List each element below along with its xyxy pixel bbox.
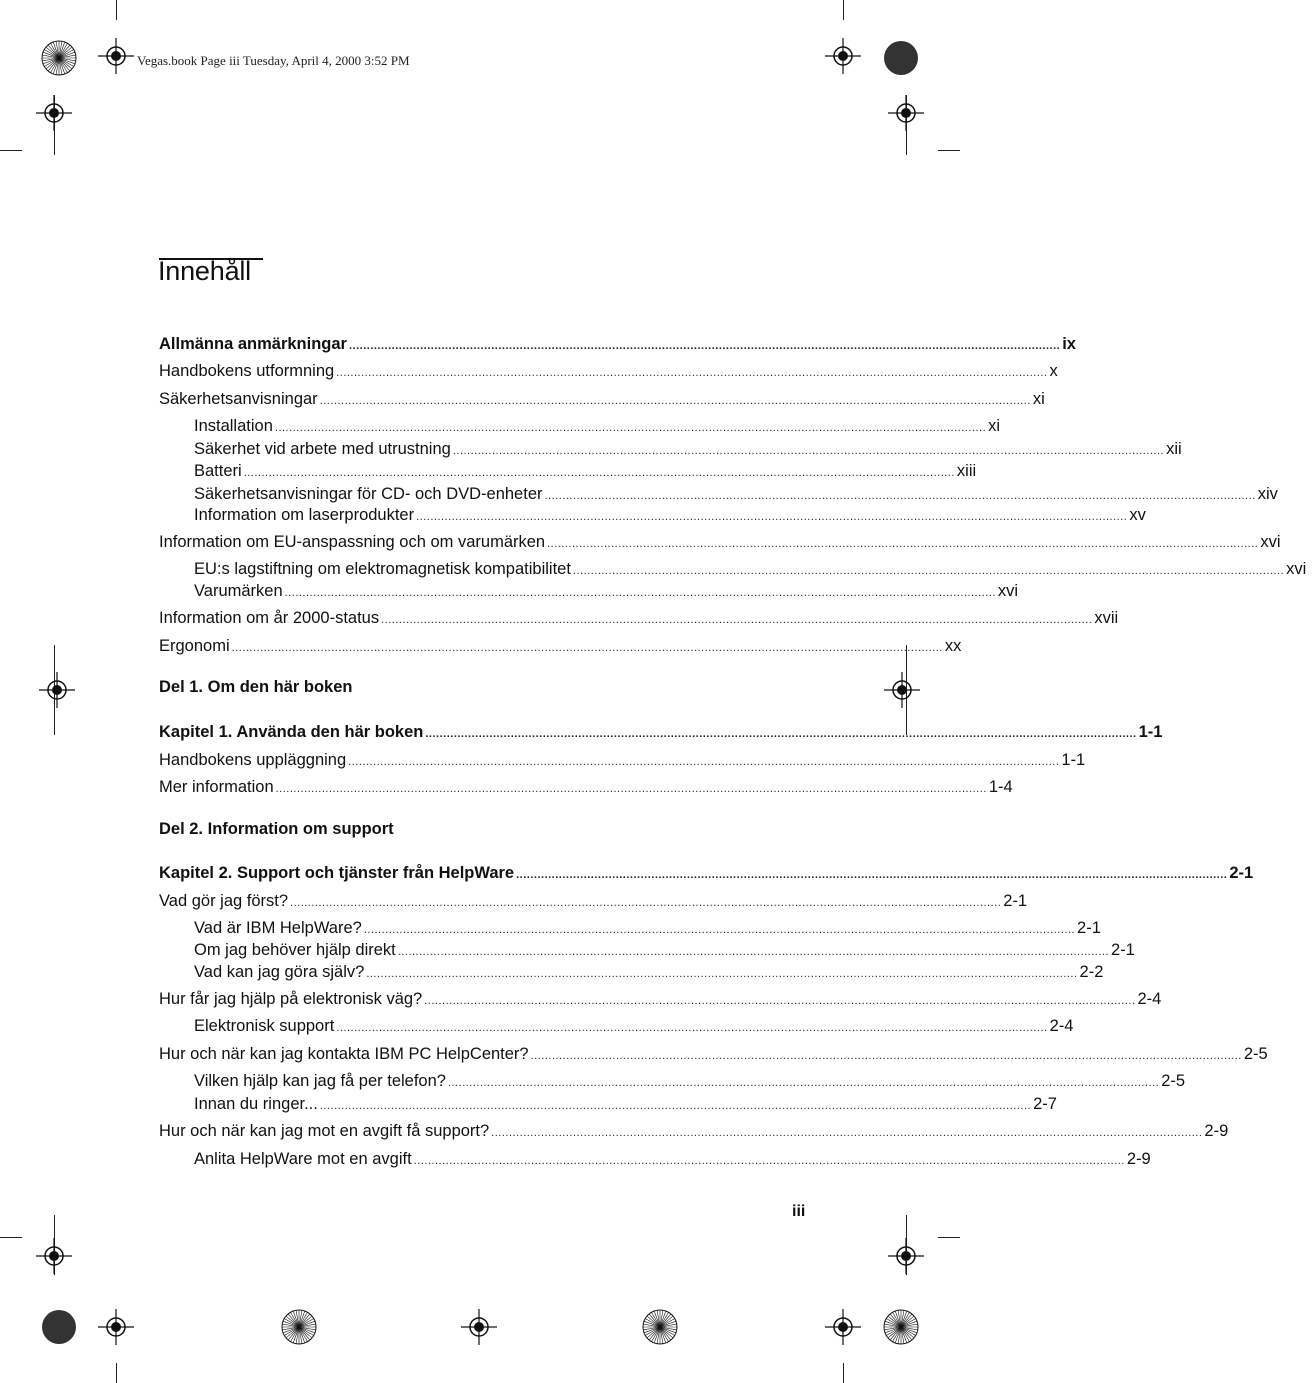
toc-entry-label: Installation	[194, 417, 273, 435]
registration-crosshair-icon	[459, 1307, 499, 1347]
toc-entry	[194, 1149, 1151, 1169]
registration-starburst-icon	[883, 1309, 919, 1345]
registration-crosshair-icon	[886, 93, 926, 133]
toc-entry-page: 2-1	[1077, 919, 1101, 937]
part-heading-1: Del 1. Om den här boken	[159, 678, 353, 696]
toc-entry-label: Ergonomi	[159, 637, 230, 655]
toc-leader-dots: ........................................................................................................................................................................................................	[491, 1127, 1203, 1139]
toc-leader-dots: ........................................................................................................................................................................................................	[544, 490, 1256, 502]
toc-leader-dots: ........................................................................................................................................................................................................	[366, 968, 1078, 980]
toc-entry-label: Elektronisk support	[194, 1017, 335, 1035]
toc-entry	[159, 777, 1013, 797]
toc-entry-label: Batteri	[194, 462, 242, 480]
toc-entry-label: Säkerhetsanvisningar	[159, 390, 318, 408]
crop-line-right-top	[938, 150, 960, 151]
toc-entry-label: Mer information	[159, 778, 274, 796]
toc-entry	[194, 1016, 1074, 1036]
toc-entry-label: Handbokens utformning	[159, 362, 335, 380]
toc-entry-page: 2-1	[1229, 864, 1254, 882]
toc-entry-page: 2-1	[1003, 892, 1028, 910]
toc-entry-page: xi	[1032, 390, 1045, 408]
toc-entry-page: 2-2	[1079, 963, 1104, 981]
toc-leader-dots: ........................................................................................................................................................................................................	[336, 367, 1048, 379]
registration-crosshair-icon	[34, 93, 74, 133]
toc-entry	[194, 439, 1182, 459]
toc-entry	[159, 361, 1058, 381]
toc-entry-page: 2-4	[1049, 1017, 1074, 1035]
toc-entry-page: 2-9	[1126, 1150, 1151, 1168]
toc-entry	[159, 608, 1119, 628]
toc-leader-dots: ........................................................................................................................................................................................................	[231, 642, 943, 654]
toc-entry-label: Information om laserprodukter	[194, 506, 415, 524]
toc-leader-dots: ........................................................................................................................................................................................................	[452, 445, 1165, 457]
toc-entry	[194, 484, 1278, 504]
toc-entry	[159, 532, 1281, 552]
toc-entry-page: xiv	[1257, 485, 1278, 503]
toc-entry-label: Information om år 2000-status	[159, 609, 380, 627]
toc-entry	[194, 581, 1019, 601]
crop-line-right-bottom	[938, 1237, 960, 1238]
toc-entry-page: 2-9	[1204, 1122, 1229, 1140]
toc-entry-label: Vad är IBM HelpWare?	[194, 919, 362, 937]
toc-leader-dots: ........................................................................................................................................................................................................	[348, 756, 1060, 768]
registration-starburst-icon	[41, 40, 77, 76]
toc-entry-label: Hur och när kan jag kontakta IBM PC HelpCenter?	[159, 1045, 529, 1063]
toc-entry	[194, 461, 977, 481]
toc-entry-label: Information om EU-anspassning och om varumärken	[159, 533, 546, 551]
toc-entry-label: Hur får jag hjälp på elektronisk väg?	[159, 990, 423, 1008]
toc-entry-label: Vilken hjälp kan jag få per telefon?	[194, 1072, 446, 1090]
print-header: Vegas.book Page iii Tuesday, April 4, 2000 3:52 PM	[137, 53, 410, 68]
toc-entry-page: 2-7	[1033, 1095, 1057, 1113]
toc-leader-dots: ........................................................................................................................................................................................................	[243, 467, 955, 479]
toc-leader-dots: ........................................................................................................................................................................................................	[319, 1100, 1032, 1112]
toc-leader-dots: ........................................................................................................................................................................................................	[530, 1050, 1242, 1062]
toc-leader-dots: ........................................................................................................................................................................................................	[348, 340, 1061, 352]
toc-entry-page: 1-1	[1138, 723, 1163, 741]
toc-entry	[159, 636, 962, 656]
toc-leader-dots: ........................................................................................................................................................................................................	[284, 587, 996, 599]
toc-entry-page: 1-4	[988, 778, 1013, 796]
toc-entry	[159, 1044, 1268, 1064]
registration-crosshair-icon	[96, 36, 136, 76]
toc-leader-dots: ........................................................................................................................................................................................................	[425, 728, 1137, 740]
toc-leader-dots: ........................................................................................................................................................................................................	[275, 783, 987, 795]
toc-entry-label: Kapitel 1. Använda den här boken	[159, 723, 424, 741]
toc-entry	[194, 505, 1146, 525]
registration-crosshair-icon	[37, 670, 77, 710]
registration-crosshair-icon	[96, 1307, 136, 1347]
toc-entry	[159, 863, 1254, 883]
crop-line-bottom-left	[116, 1363, 117, 1383]
part-heading-2: Del 2. Information om support	[159, 820, 394, 838]
crop-line-left-bottom	[0, 1237, 22, 1238]
registration-crosshair-icon	[886, 1236, 926, 1276]
toc-entry-page: 2-5	[1243, 1045, 1268, 1063]
toc-entry	[194, 940, 1135, 960]
crop-line-top-right	[843, 0, 844, 20]
toc-entry	[194, 1094, 1057, 1114]
toc-leader-dots: ........................................................................................................................................................................................................	[447, 1077, 1160, 1089]
toc-entry	[159, 722, 1163, 742]
registration-crosshair-icon	[823, 1307, 863, 1347]
toc-entry-label: EU:s lagstiftning om elektromagnetisk kompatibilitet	[194, 560, 571, 578]
toc-entry	[194, 416, 1001, 436]
toc-leader-dots: ........................................................................................................................................................................................................	[319, 395, 1031, 407]
toc-leader-dots: ........................................................................................................................................................................................................	[416, 511, 1128, 523]
toc-entry	[194, 559, 1307, 579]
toc-entry-page: x	[1049, 362, 1058, 380]
toc-entry	[159, 1121, 1229, 1141]
toc-entry	[159, 334, 1076, 354]
toc-leader-dots: ........................................................................................................................................................................................................	[413, 1155, 1125, 1167]
toc-entry-label: Allmänna anmärkningar	[159, 335, 347, 353]
toc-entry-page: 1-1	[1061, 751, 1086, 769]
toc-leader-dots: ........................................................................................................................................................................................................	[381, 614, 1093, 626]
toc-entry	[194, 962, 1104, 982]
toc-entry-page: 2-5	[1161, 1072, 1186, 1090]
toc-entry-page: xvi	[997, 582, 1019, 600]
crop-line-bottom-right	[843, 1363, 844, 1383]
toc-entry-page: xx	[944, 637, 962, 655]
toc-entry-page: xiii	[956, 462, 977, 480]
toc-entry-page: ix	[1062, 335, 1076, 353]
toc-entry-page: 2-4	[1137, 990, 1162, 1008]
toc-entry-label: Handbokens uppläggning	[159, 751, 347, 769]
toc-entry-label: Varumärken	[194, 582, 283, 600]
page-number: iii	[792, 1203, 806, 1220]
toc-leader-dots: ........................................................................................................................................................................................................	[290, 897, 1002, 909]
toc-leader-dots: ........................................................................................................................................................................................................	[572, 565, 1285, 577]
toc-leader-dots: ........................................................................................................................................................................................................	[547, 538, 1259, 550]
toc-entry-label: Säkerhet vid arbete med utrustning	[194, 440, 451, 458]
registration-crosshair-icon	[823, 36, 863, 76]
toc-leader-dots: ........................................................................................................................................................................................................	[424, 995, 1136, 1007]
registration-filled-circle-icon	[883, 40, 919, 76]
toc-leader-dots: ........................................................................................................................................................................................................	[274, 422, 987, 434]
toc-entry	[159, 989, 1162, 1009]
registration-crosshair-icon	[882, 670, 922, 710]
toc-leader-dots: ........................................................................................................................................................................................................	[397, 946, 1110, 958]
toc-entry-page: xvi	[1260, 533, 1281, 551]
toc-leader-dots: ........................................................................................................................................................................................................	[336, 1022, 1048, 1034]
registration-starburst-icon	[642, 1309, 678, 1345]
toc-entry-page: xv	[1129, 506, 1146, 524]
registration-starburst-icon	[281, 1309, 317, 1345]
toc-entry	[159, 389, 1045, 409]
toc-entry-page: xvii	[1094, 609, 1119, 627]
toc-entry-label: Innan du ringer...	[194, 1095, 318, 1113]
toc-entry	[159, 750, 1086, 770]
toc-entry-label: Vad gör jag först?	[159, 892, 289, 910]
toc-entry-page: xvi	[1286, 560, 1307, 578]
page-title: Innehåll	[158, 256, 251, 286]
toc-entry-label: Vad kan jag göra själv?	[194, 963, 365, 981]
toc-entry-page: xii	[1166, 440, 1182, 458]
toc-entry	[159, 891, 1028, 911]
registration-crosshair-icon	[34, 1236, 74, 1276]
toc-leader-dots: ........................................................................................................................................................................................................	[363, 924, 1076, 936]
toc-entry-page: xi	[988, 417, 1001, 435]
toc-entry-label: Kapitel 2. Support och tjänster från HelpWare	[159, 864, 515, 882]
toc-entry-page: 2-1	[1111, 941, 1135, 959]
toc-leader-dots: ........................................................................................................................................................................................................	[516, 869, 1228, 881]
toc-entry	[194, 918, 1101, 938]
toc-entry	[194, 1071, 1186, 1091]
registration-filled-circle-icon	[41, 1309, 77, 1345]
crop-line-left-top	[0, 150, 22, 151]
toc-entry-label: Säkerhetsanvisningar för CD- och DVD-enheter	[194, 485, 543, 503]
crop-line-top-left	[116, 0, 117, 20]
toc-entry-label: Anlita HelpWare mot en avgift	[194, 1150, 412, 1168]
toc-entry-label: Om jag behöver hjälp direkt	[194, 941, 396, 959]
toc-entry-label: Hur och när kan jag mot en avgift få support?	[159, 1122, 490, 1140]
